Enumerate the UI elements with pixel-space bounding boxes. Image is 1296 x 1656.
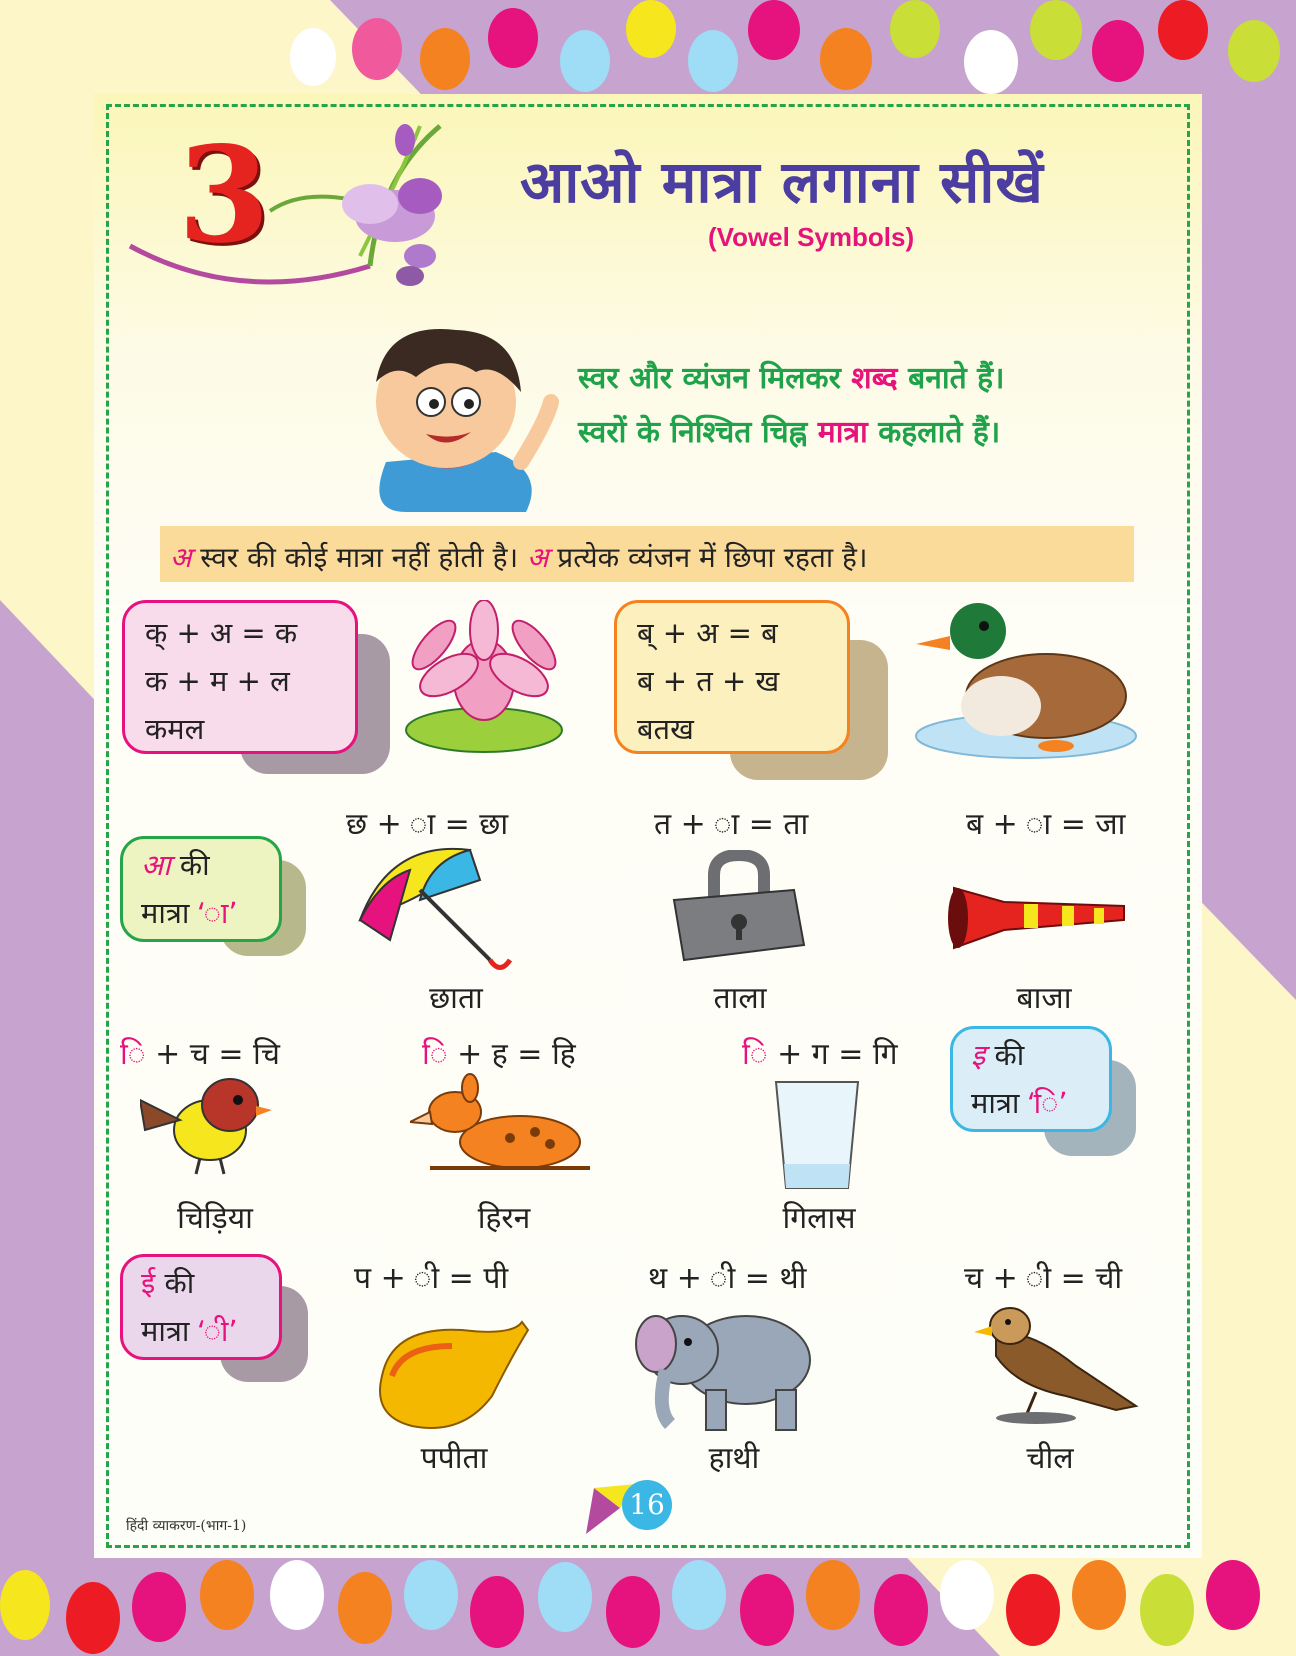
bird-illustration	[140, 1070, 280, 1180]
note-text-2: प्रत्येक व्यंजन में छिपा रहता है।	[548, 541, 868, 574]
chapter-title: आओ मात्रा लगाना सीखें	[520, 148, 1044, 216]
papaya-illustration	[372, 1316, 532, 1436]
note-text-1: स्वर की कोई मात्रा नहीं होती है।	[191, 541, 527, 574]
ii-matra-word: मात्रा	[141, 1314, 199, 1348]
ii-vowel: ई	[141, 1266, 156, 1300]
intro-word-matra: मात्रा	[817, 415, 868, 450]
label-cheel: चील	[1026, 1441, 1074, 1476]
i-eq-chidiya	[120, 1032, 280, 1073]
deer-illustration	[410, 1072, 590, 1182]
lotus-illustration	[394, 600, 574, 760]
ii-matra-box	[120, 1254, 282, 1360]
ii-eq-hathi-a: थ +	[648, 1261, 736, 1296]
batakh-line-1: ब् + अ = ब	[637, 616, 778, 650]
trumpet-illustration	[944, 868, 1144, 968]
note-a-1: अ	[170, 541, 192, 574]
duck-illustration	[906, 596, 1146, 766]
batakh-line-2: ब + त + ख	[637, 664, 780, 698]
aa-matra-box	[120, 836, 282, 942]
intro-line-1-a: स्वर और व्यंजन मिलकर	[578, 361, 852, 396]
i-matra-box	[950, 1026, 1112, 1132]
aa-eq-baja-b: = जा	[1051, 807, 1126, 842]
i-matra-word: मात्रा	[971, 1086, 1029, 1120]
label-hathi: हाथी	[708, 1441, 760, 1476]
i-vowel: इ	[971, 1038, 986, 1072]
label-papita: पपीता	[420, 1441, 488, 1476]
ii-eq-cheel-b: = ची	[1051, 1261, 1123, 1296]
i-eq-chidiya-text: + च = चि	[145, 1037, 280, 1072]
batakh-box	[614, 600, 850, 754]
ii-eq-hathi-b: = थी	[735, 1261, 807, 1296]
aa-eq-chhata-a: छ +	[346, 807, 436, 842]
kamal-box	[122, 600, 358, 754]
i-sign: ‘ि’	[1028, 1086, 1068, 1120]
intro-line-1-c: बनाते हैं।	[897, 361, 1005, 396]
kamal-line-1: क् + अ = क	[145, 616, 298, 650]
intro-line-2-a: स्वरों के निश्चित चिह्न	[578, 415, 818, 450]
ii-ki: की	[155, 1266, 195, 1300]
i-eq-gilas-sign: ि	[742, 1037, 768, 1072]
footer-book-title: हिंदी व्याकरण-(भाग-1)	[126, 1518, 247, 1534]
aa-eq-tala	[654, 802, 808, 843]
i-eq-hiran-text: + ह = हि	[447, 1037, 576, 1072]
label-baja: बाजा	[1016, 981, 1072, 1016]
i-eq-hiran-sign: ि	[422, 1037, 448, 1072]
ii-sign: ‘ी’	[198, 1314, 238, 1348]
label-hiran: हिरन	[477, 1201, 531, 1236]
batakh-line-3: बतख	[637, 712, 694, 746]
i-eq-chidiya-sign: ि	[120, 1037, 146, 1072]
i-ki: की	[985, 1038, 1025, 1072]
elephant-illustration	[626, 1300, 816, 1436]
ii-eq-cheel-a: च +	[964, 1261, 1052, 1296]
label-gilas: गिलास	[782, 1201, 856, 1236]
flower-illustration	[120, 116, 480, 316]
intro-line-2-c: कहलाते हैं।	[867, 415, 1001, 450]
ii-eq-papita	[354, 1256, 508, 1297]
i-eq-gilas	[742, 1032, 898, 1073]
aa-eq-tala-b: = ता	[739, 807, 809, 842]
ii-eq-hathi	[648, 1256, 806, 1297]
umbrella-illustration	[350, 840, 520, 980]
boy-illustration	[326, 322, 566, 512]
glass-illustration	[772, 1078, 862, 1192]
eagle-illustration	[966, 1296, 1146, 1426]
aa-eq-chhata-b: = छा	[435, 807, 509, 842]
aa-ki: की	[170, 848, 210, 882]
ii-eq-cheel	[964, 1256, 1122, 1297]
aa-eq-baja-a: ब +	[966, 807, 1052, 842]
intro-line-2	[578, 410, 1000, 451]
kamal-line-3: कमल	[145, 712, 205, 746]
page-number: 16	[622, 1480, 672, 1530]
intro-line-1	[578, 356, 1004, 397]
aa-eq-tala-a: त +	[654, 807, 740, 842]
note-text	[170, 538, 868, 576]
label-chidiya: चिड़िया	[177, 1201, 253, 1236]
aa-eq-baja	[966, 802, 1125, 843]
aa-matra-word: मात्रा	[141, 896, 199, 930]
chapter-subtitle: (Vowel Symbols)	[708, 222, 915, 252]
kamal-line-2: क + म + ल	[145, 664, 290, 698]
label-tala: ताला	[713, 981, 767, 1016]
i-eq-hiran	[422, 1032, 576, 1073]
note-a-2: अ	[526, 541, 549, 574]
aa-vowel: आ	[141, 848, 171, 882]
aa-eq-chhata	[346, 802, 508, 843]
i-eq-gilas-text: + ग = गि	[767, 1037, 898, 1072]
chapter-number: 3	[178, 118, 270, 273]
ii-eq-papita-a: प +	[354, 1261, 440, 1296]
aa-sign: ‘ा’	[198, 896, 238, 930]
ii-eq-papita-b: = पी	[439, 1261, 509, 1296]
label-chhata: छाता	[429, 981, 483, 1016]
lock-illustration	[664, 850, 814, 970]
intro-word-shabd: शब्द	[851, 361, 898, 396]
